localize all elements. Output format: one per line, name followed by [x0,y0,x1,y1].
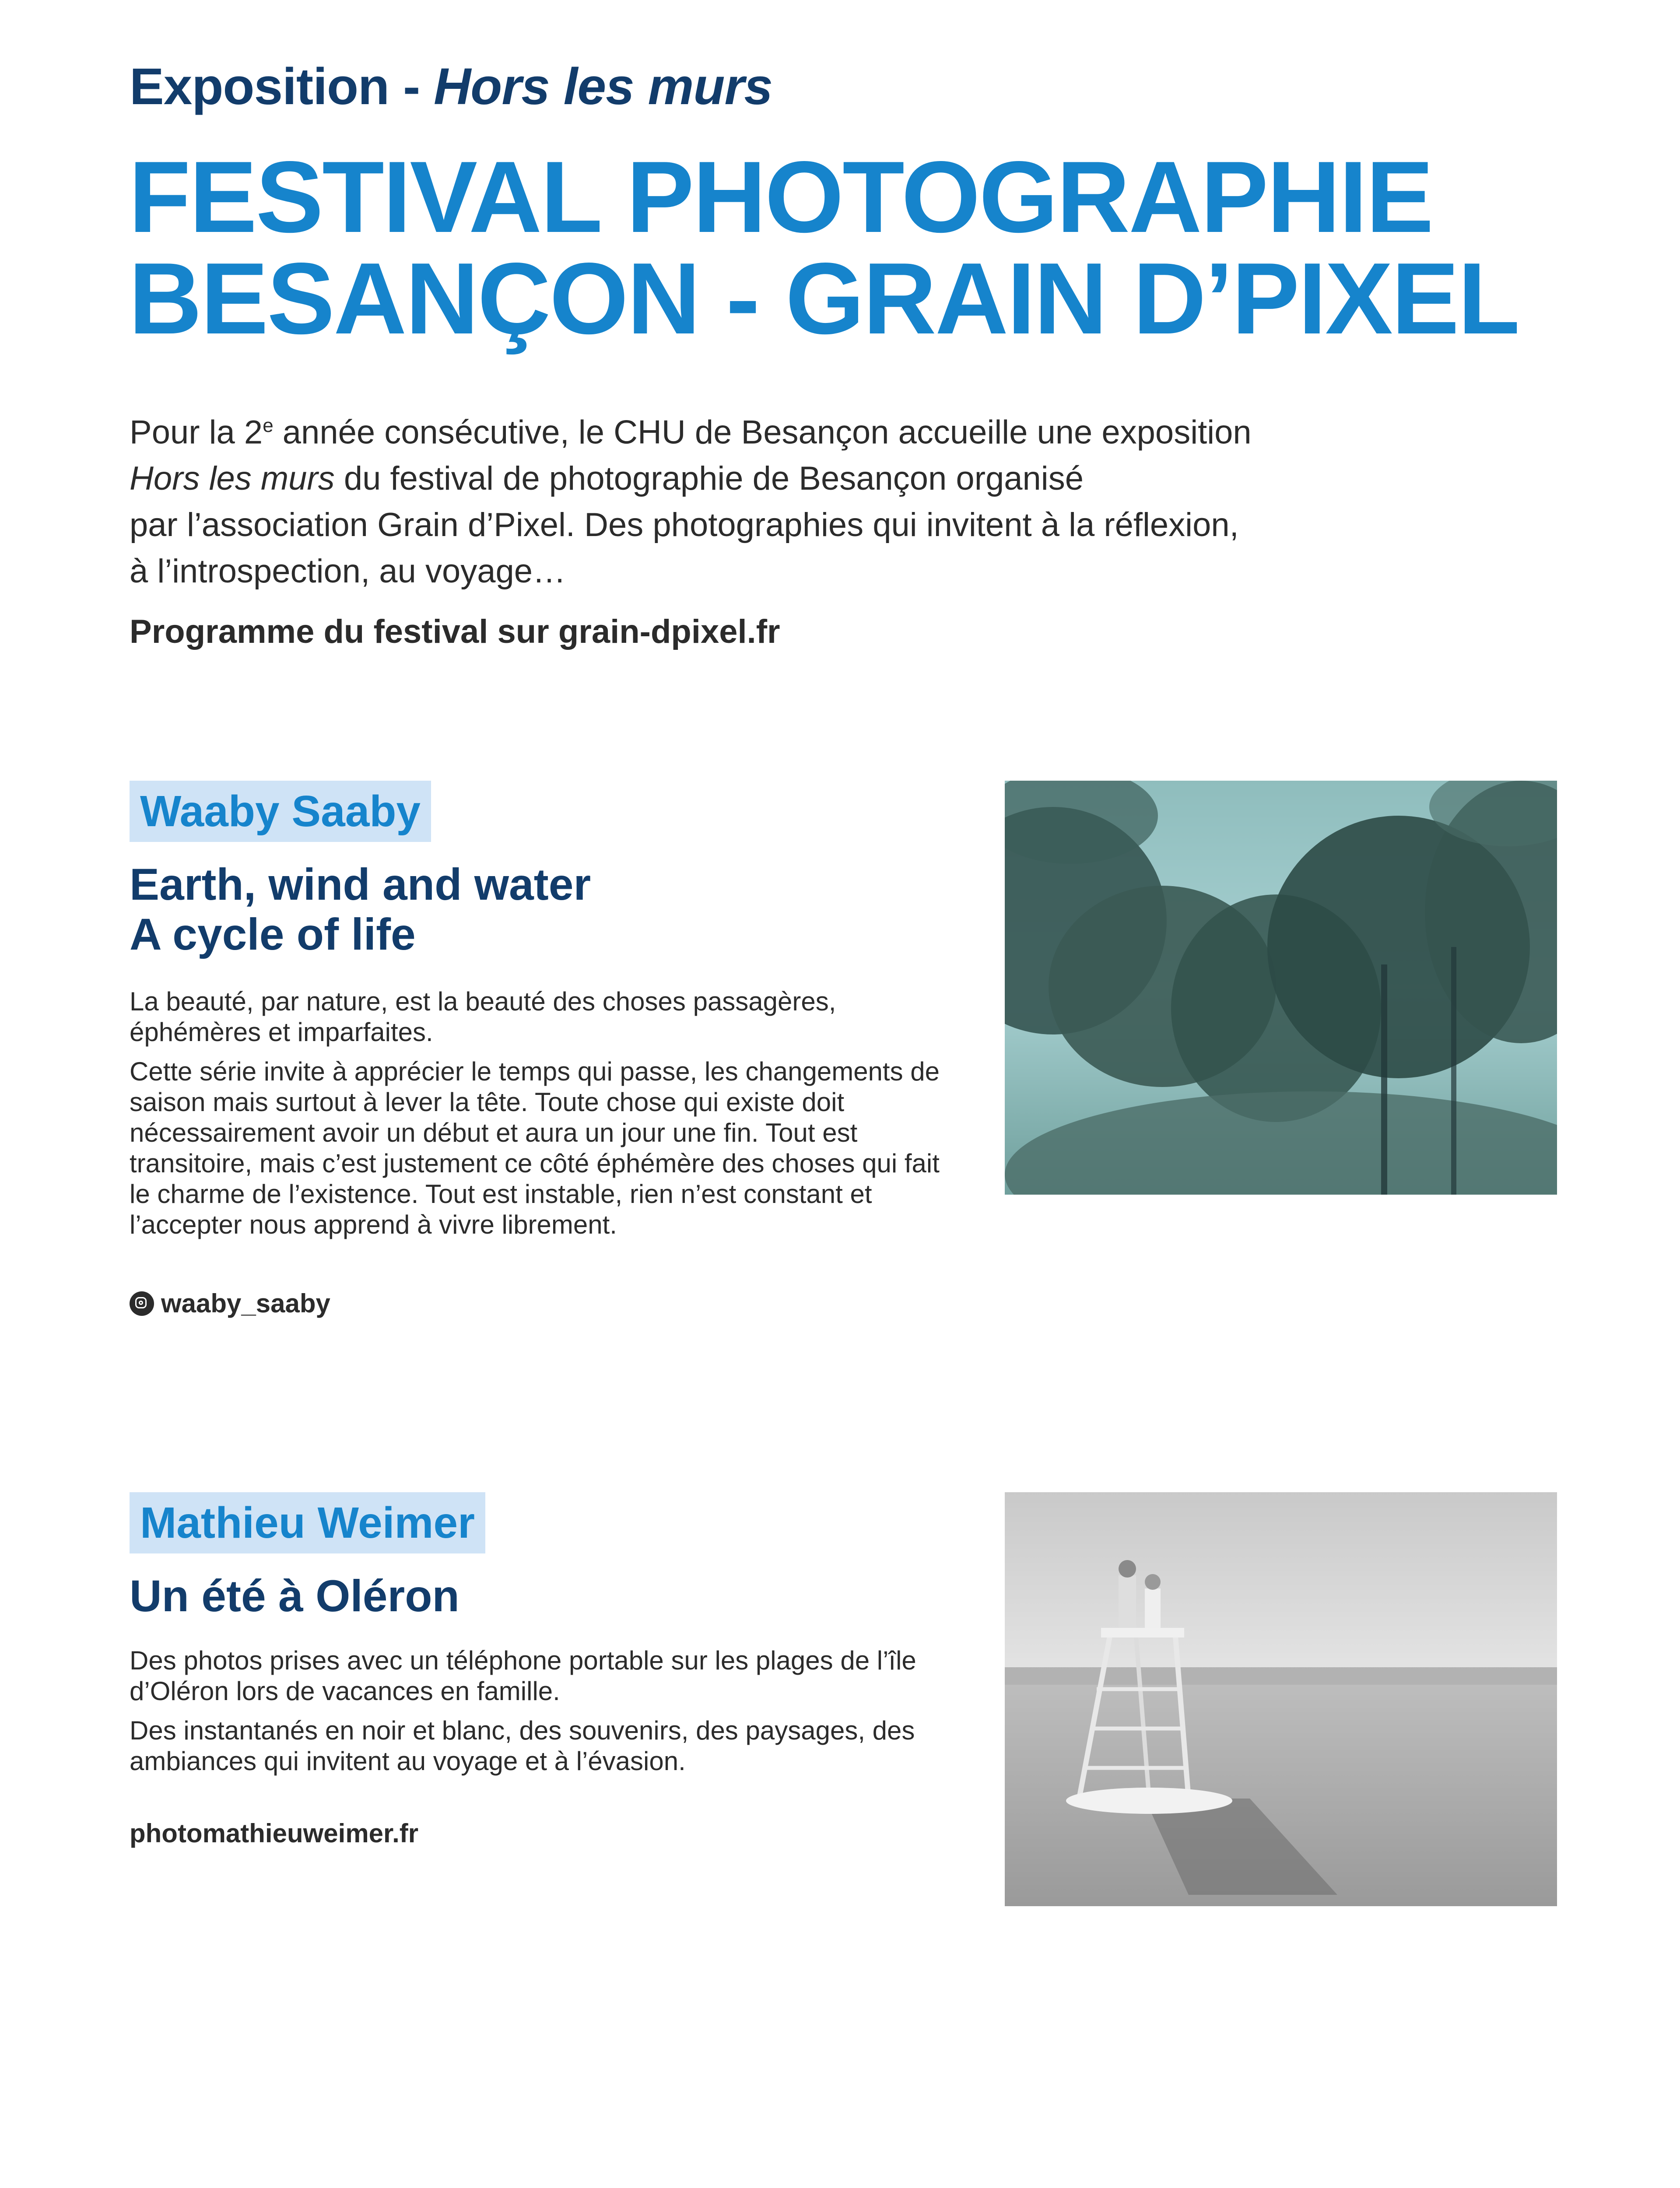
artist-name: Waaby Saaby [130,781,431,842]
intro-line-2-post: du festival de photographie de Besançon organisé [334,460,1084,498]
intro-line-3: par l’association Grain d’Pixel. Des photographies qui invitent à la réflexion, [130,506,1239,544]
description-paragraph: Des photos prises avec un téléphone portable sur les plages de l’île d’Oléron lors de vacances en famille. [130,1646,916,1706]
page-title [129,140,1519,355]
intro-line-1-post: année consécutive, le CHU de Besançon accueille une exposition [273,414,1252,451]
instagram-icon [130,1291,154,1316]
intro-ordinal-sup: e [263,415,274,436]
intro-paragraph [130,403,1442,595]
festival-program-link: Programme du festival sur grain-dpixel.fr [130,613,780,650]
exposition-label: Exposition [130,58,389,116]
exhibition-supertitle [130,57,772,116]
artist-description [130,1645,961,1785]
photo-trees-sky [1005,781,1557,1195]
website-text: photomathieuweimer.fr [130,1819,419,1848]
series-title-line1: Earth, wind and water [130,859,591,909]
description-paragraph: Cette série invite à apprécier le temps qui passe, les changements de saison mais surtout à lever la tête. Toute chose qui existe doit nécessairement avoir un début et aura un jour une fin. Tout est transitoire, mais c’est justement ce côté éphémère des choses qui fait le charme de l’existence. Tout est instable, rien n’est constant et l’accepter nous apprend à vivre librement. [130,1057,940,1239]
series-title-line2: A cycle of life [130,909,416,959]
description-paragraph: La beauté, par nature, est la beauté des choses passagères, éphémères et imparfaites. [130,987,836,1047]
handle-text: waaby_saaby [161,1289,330,1318]
artist-website-link[interactable] [130,1818,418,1848]
artist-instagram-handle[interactable] [130,1288,330,1318]
series-title-line1: Un été à Oléron [130,1571,459,1621]
title-separator: - [403,58,420,116]
artist-description [130,986,961,1249]
photo-lifeguard-chair-beach [1005,1492,1557,1906]
series-title [130,859,961,959]
intro-line-4: à l’introspection, au voyage… [130,553,566,590]
trees-photo-graphic [1005,781,1557,1195]
artist-name: Mathieu Weimer [130,1492,485,1553]
series-title [130,1571,961,1621]
intro-line-1 [130,403,1442,456]
hors-les-murs-label: Hors les murs [434,58,773,116]
description-paragraph: Des instantanés en noir et blanc, des souvenirs, des paysages, des ambiances qui invitent au voyage et à l’évasion. [130,1716,915,1776]
page-title-line1: FESTIVAL PHOTOGRAPHIE [129,140,1433,254]
beach-photo-graphic [1005,1492,1557,1906]
page-title-line2: BESANÇON - GRAIN D’PIXEL [129,242,1519,355]
intro-line-1-pre: Pour la 2 [130,414,263,451]
intro-italic: Hors les murs [130,460,335,498]
intro-line-2 [130,456,1442,502]
